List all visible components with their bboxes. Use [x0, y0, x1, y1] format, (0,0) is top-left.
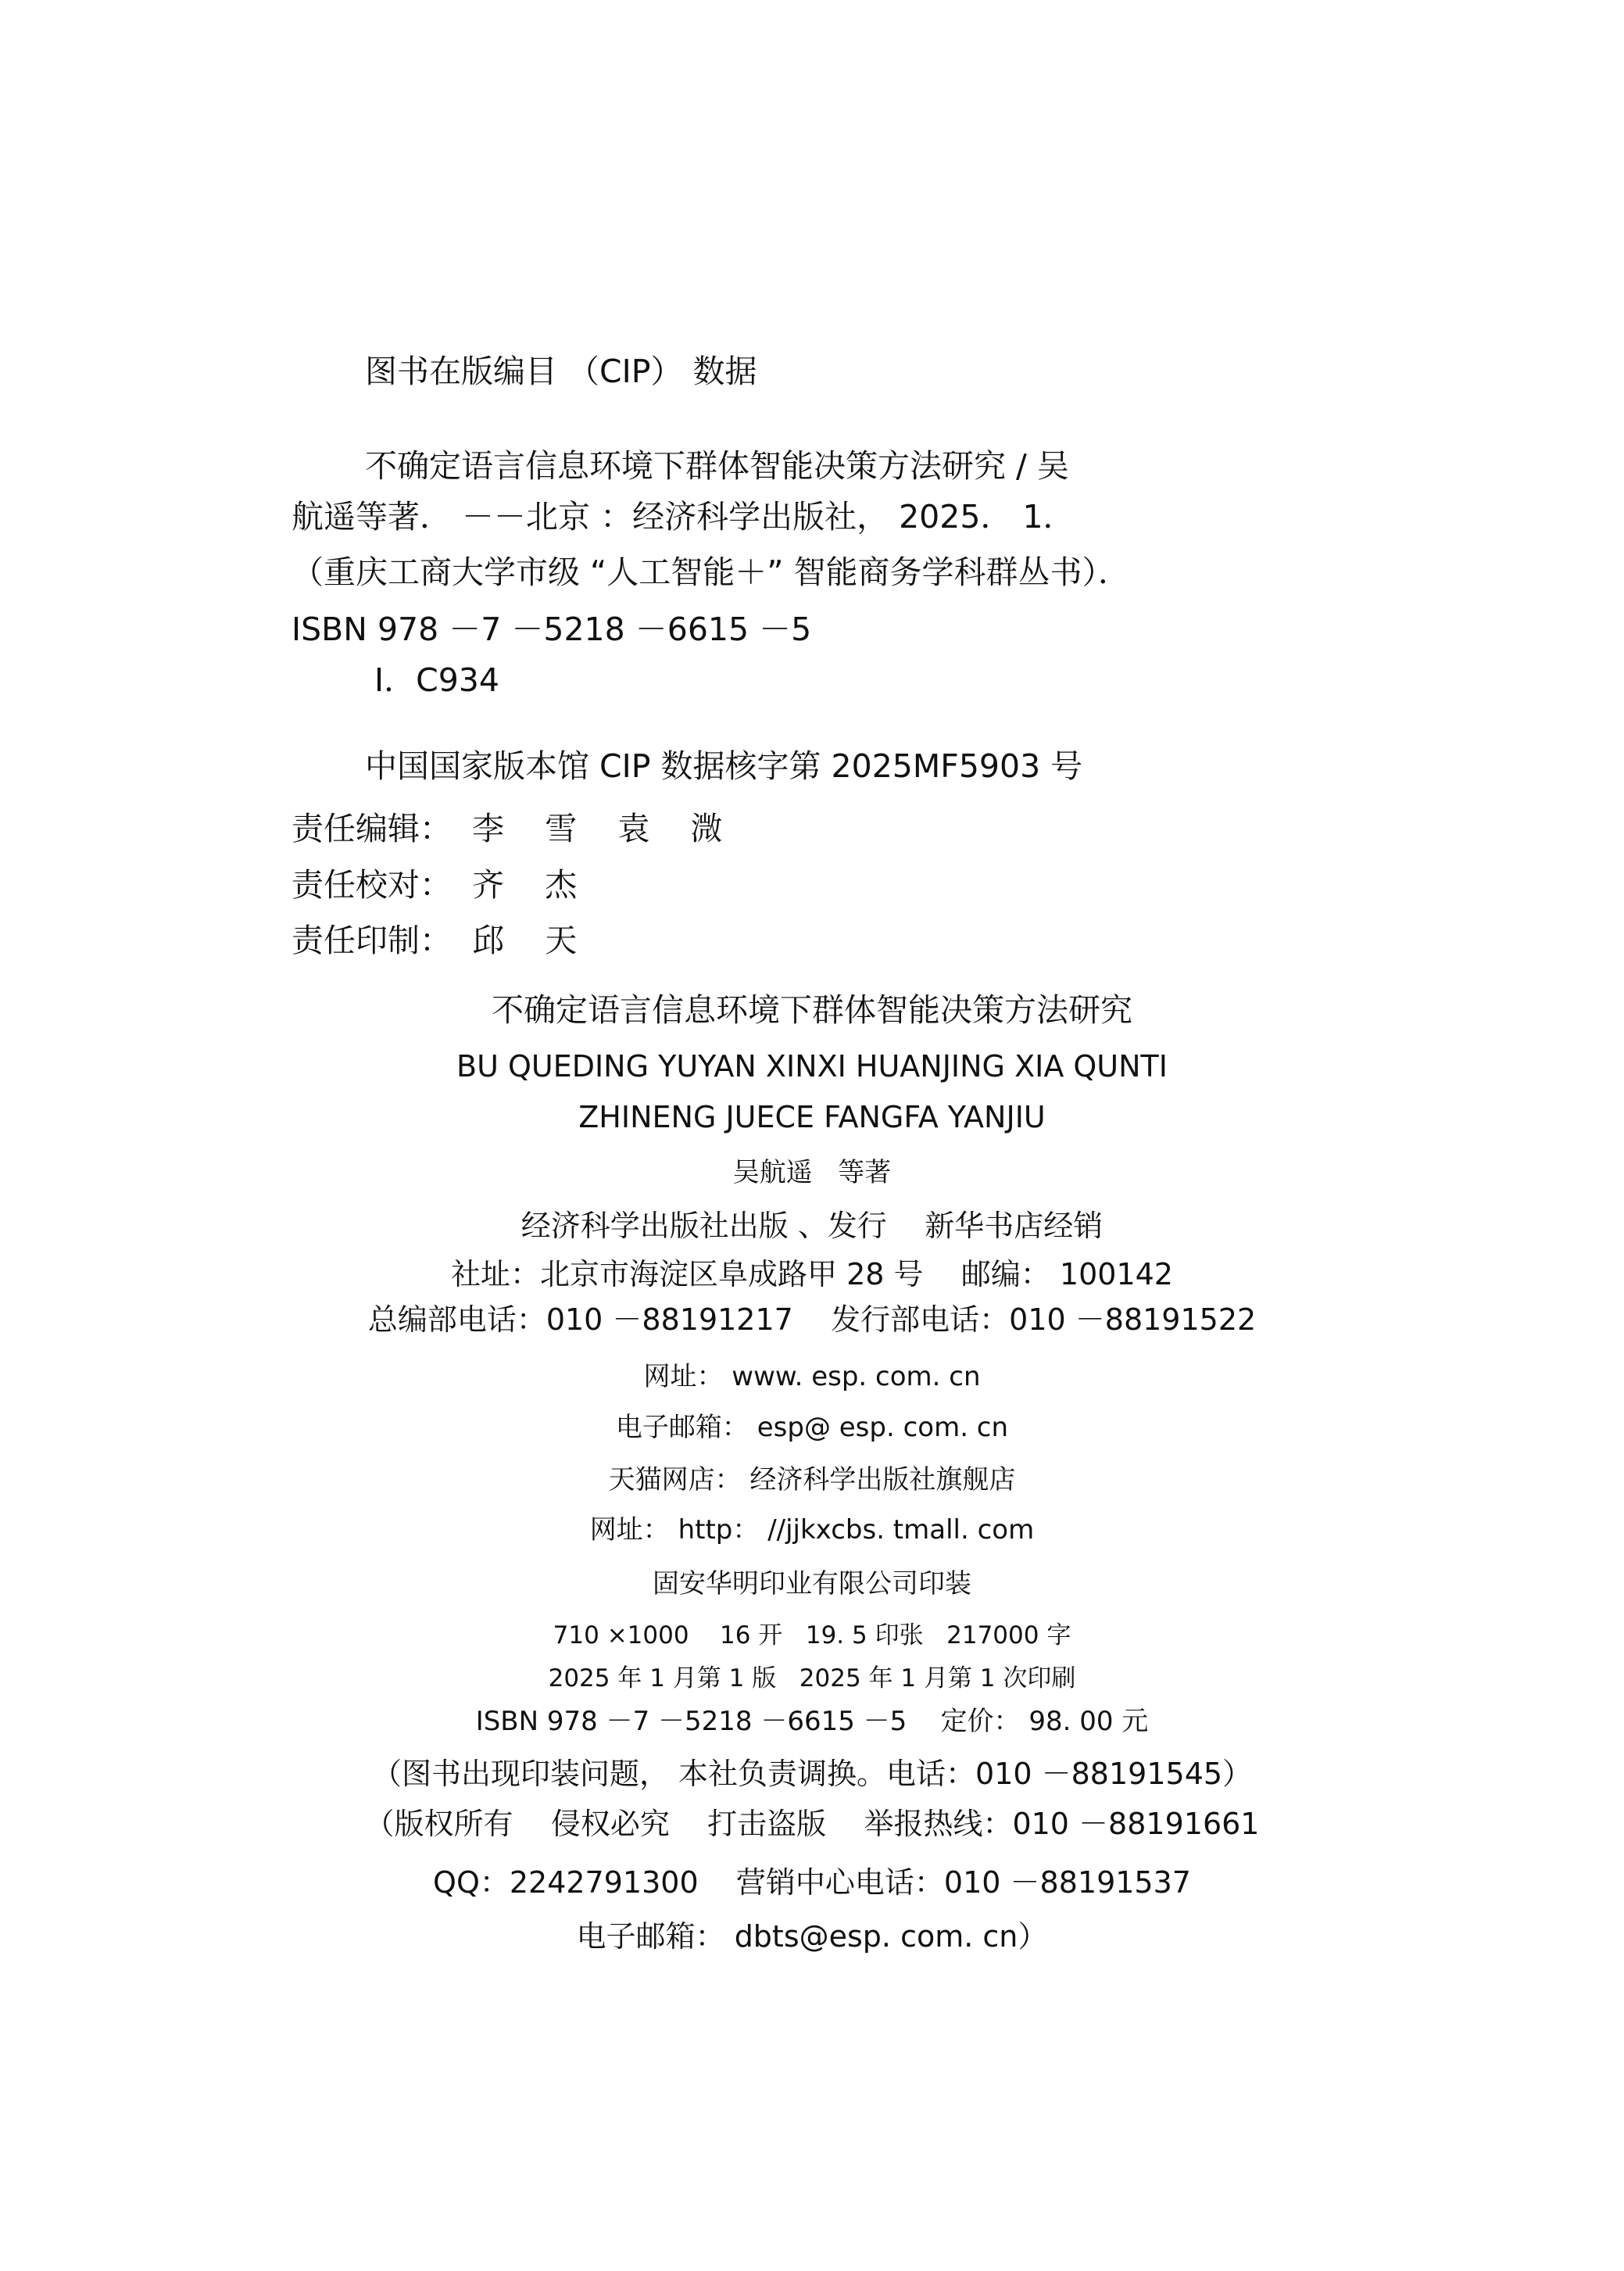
- responsible-editor: 责任编辑： 李 雪 袁 溦: [292, 810, 723, 847]
- colophon-publisher: 经济科学出版社出版 、发行 新华书店经销: [520, 1209, 1104, 1243]
- colophon-isbn-price: ISBN 978 －7 －5218 －6615 －5 定价： 98. 00 元: [475, 1706, 1149, 1737]
- cip-heading: 图书在版编目 （CIP） 数据: [365, 353, 757, 390]
- colophon-address: 社址：北京市海淀区阜成路甲 28 号 邮编： 100142: [451, 1257, 1173, 1291]
- colophon-edition: 2025 年 1 月第 1 版 2025 年 1 月第 1 次印刷: [548, 1664, 1076, 1693]
- responsible-proofreader: 责任校对： 齐 杰: [292, 866, 578, 904]
- colophon-copyright: （版权所有 侵权必究 打击盗版 举报热线：010 －88191661: [364, 1807, 1260, 1841]
- cip-number: 中国国家版本馆 CIP 数据核字第 2025MF5903 号: [365, 747, 1083, 785]
- responsible-printer: 责任印制： 邱 天: [292, 922, 578, 959]
- colophon-title-pinyin-2: ZHINENG JUECE FANGFA YANJIU: [578, 1100, 1046, 1134]
- cip-record-line-1: 不确定语言信息环境下群体智能决策方法研究 / 吴: [365, 447, 1069, 485]
- cip-classification: Ⅰ．C934: [374, 661, 499, 699]
- colophon-phones: 总编部电话：010 －88191217 发行部电话：010 －88191522: [367, 1302, 1257, 1337]
- colophon-notice: （图书出现印装问题， 本社负责调换。电话：010 －88191545）: [371, 1757, 1253, 1791]
- cip-isbn-line: ISBN 978 －7 －5218 －6615 －5: [292, 611, 812, 648]
- colophon-piracy-email: 电子邮箱： dbts@esp. com. cn）: [576, 1919, 1048, 1954]
- colophon-tmall-store: 天猫网店： 经济科学出版社旗舰店: [608, 1464, 1016, 1495]
- colophon-qq-marketing: QQ：2242791300 营销中心电话：010 －88191537: [433, 1865, 1191, 1900]
- colophon-title-cn: 不确定语言信息环境下群体智能决策方法研究: [492, 991, 1132, 1029]
- cip-record-line-2: 航遥等著． －－北京 ：经济科学出版社， 2025． 1．: [292, 498, 1075, 536]
- cip-series-line: （重庆工商大学市级 “人工智能＋” 智能商务学科群丛书）．: [292, 553, 1131, 591]
- colophon-website: 网址： www. esp. com. cn: [643, 1361, 981, 1392]
- colophon-tmall-url: 网址： http： //jjkxcbs. tmall. com: [589, 1514, 1035, 1546]
- colophon-printing-company: 固安华明印业有限公司印装: [653, 1568, 971, 1599]
- colophon-title-pinyin-1: BU QUEDING YUYAN XINXI HUANJING XIA QUNTI: [456, 1049, 1168, 1084]
- colophon-specs: 710 ×1000 16 开 19. 5 印张 217000 字: [553, 1621, 1071, 1650]
- colophon-email: 电子邮箱： esp@ esp. com. cn: [615, 1412, 1009, 1443]
- colophon-author: 吴航遥 等著: [732, 1157, 892, 1188]
